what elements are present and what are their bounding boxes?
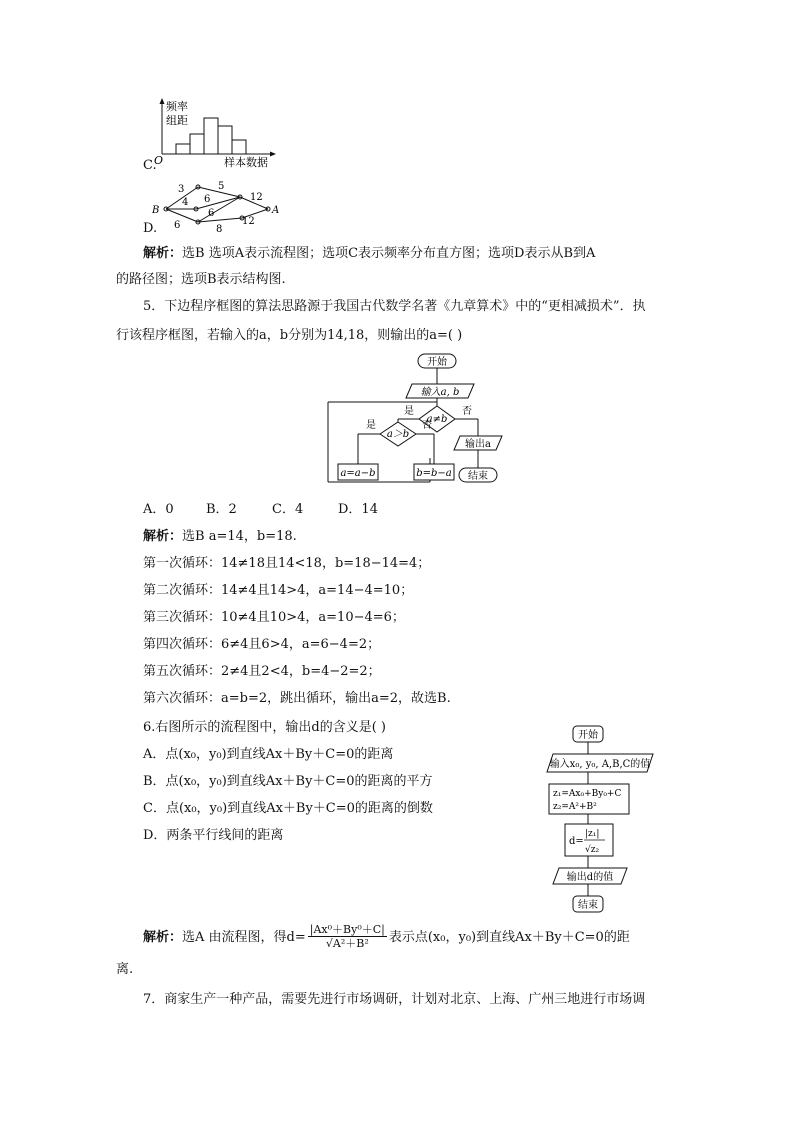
q6-d-numerator: |z₁|	[585, 829, 600, 839]
option-c-label: C.	[143, 158, 157, 173]
graph-node-a: A	[272, 205, 280, 216]
fraction-numerator: |Ax⁰＋By⁰＋C|	[309, 923, 385, 936]
q6-solution-post: 表示点(x₀，y₀)到直线Ax＋By＋C=0的距	[388, 929, 630, 945]
graph-edge-label: 6	[208, 208, 215, 219]
q5-assign-a-node: a=a−b	[340, 468, 376, 479]
q4-solution-line2: 的路径图；选项B表示结构图.	[116, 272, 286, 287]
graph-edge-label: 6	[174, 220, 181, 231]
histogram-ylabel-bottom: 组距	[166, 114, 188, 127]
q4-solution-line1	[143, 245, 595, 263]
q5-assign-b-node: b=b−a	[416, 468, 452, 479]
graph-edge-label: 3	[178, 184, 185, 195]
graph-edge-label: 12	[250, 192, 263, 203]
q5-yes-label: 是	[366, 420, 376, 431]
q5-output-node: 输出a	[465, 439, 491, 450]
q6-option-a: A．点(x₀，y₀)到直线Ax＋By＋C=0的距离	[143, 747, 394, 762]
q5-option-d: D．14	[338, 502, 378, 517]
histogram-xlabel: 样本数据	[224, 156, 268, 169]
q5-solution-step: 第二次循环：14≠4且14>4，a=14−4=10；	[143, 583, 414, 598]
q6-d-left: d=	[569, 836, 584, 847]
q6-solution-fraction	[308, 923, 387, 950]
q6-option-d: D．两条平行线间的距离	[143, 828, 284, 843]
q6-stem: 6.右图所示的流程图中，输出d的含义是( )	[143, 720, 387, 735]
graph-edge-label: 6	[204, 194, 211, 205]
q4-solution-text: 选B 选项A表示流程图；选项C表示频率分布直方图；选项D表示从B到A	[182, 246, 596, 261]
graph-edge-label: 12	[242, 216, 255, 227]
q5-stem-line2: 行该程序框图，若输入的a，b分别为14,18，则输出的a=( )	[116, 328, 463, 343]
path-graph-figure	[150, 178, 290, 238]
graph-edge-label: 5	[218, 181, 225, 192]
q5-cond2-node: a＞b	[386, 429, 410, 440]
q6-solution-line2: 离.	[116, 962, 134, 977]
q5-solution-step: 第三次循环：10≠4且10>4，a=10−4=6；	[143, 610, 405, 625]
q5-flowchart	[320, 350, 520, 490]
q6-option-b: B．点(x₀，y₀)到直线Ax＋By＋C=0的距离的平方	[143, 774, 433, 789]
graph-node-b: B	[152, 205, 160, 216]
q5-solution-line0	[143, 528, 297, 546]
q5-no-label: 否	[462, 406, 472, 417]
q6-solution-line1	[143, 924, 630, 951]
q6-output-node: 输出d的值	[566, 872, 614, 883]
q6-solution-pre: 选A 由流程图，得d=	[182, 929, 306, 945]
q5-solution-text: 选B a=14，b=18.	[182, 529, 297, 544]
q5-input-node: 输入a, b	[420, 387, 460, 398]
option-d-label: D.	[143, 221, 158, 236]
q6-start-node: 开始	[578, 730, 598, 741]
q5-solution-step: 第五次循环：2≠4且2<4，b=4−2=2；	[143, 664, 381, 679]
graph-edge-label: 8	[216, 224, 223, 235]
q5-solution-step: 第四次循环：6≠4且6>4，a=6−4=2；	[143, 637, 381, 652]
fraction-denominator: √A²＋B²	[325, 937, 369, 950]
q5-start-node: 开始	[427, 357, 447, 368]
q5-end-node: 结束	[468, 471, 488, 482]
histogram-origin: O	[154, 154, 164, 167]
solution-lead: 解析：	[143, 529, 183, 544]
solution-lead: 解析：	[143, 246, 183, 261]
q7-stem: 7．商家生产一种产品，需要先进行市场调研，计划对北京、上海、广州三地进行市场调	[143, 992, 646, 1007]
graph-edge-label: 4	[182, 197, 189, 208]
q5-solution-step: 第六次循环：a=b=2，跳出循环，输出a=2，故选B.	[143, 691, 451, 706]
histogram-figure	[140, 96, 320, 176]
q5-stem-line1: 5．下边程序框图的算法思路源于我国古代数学名著《九章算术》中的“更相减损术”．执	[143, 299, 646, 314]
q6-flowchart	[545, 722, 655, 916]
q6-input-node: 输入x₀, y₀, A,B,C的值	[549, 759, 651, 770]
q5-option-b: B．2	[206, 502, 237, 517]
q6-option-c: C．点(x₀，y₀)到直线Ax＋By＋C=0的距离的倒数	[143, 801, 433, 816]
q5-solution-step: 第一次循环：14≠18且14<18，b=18−14=4；	[143, 556, 431, 571]
q6-end-node: 结束	[578, 900, 598, 911]
q5-yes-label: 是	[404, 406, 414, 417]
q6-z2-node: z₂=A²+B²	[553, 802, 597, 812]
option-c-figure	[140, 96, 320, 176]
q5-option-a: A．0	[143, 502, 174, 517]
q5-no-label: 否	[422, 420, 432, 431]
q6-z1-node: z₁=Ax₀+By₀+C	[553, 789, 622, 799]
q5-option-c: C．4	[272, 502, 304, 517]
solution-lead: 解析：	[143, 929, 183, 945]
q5-flowchart-svg	[320, 350, 520, 490]
q6-flowchart-svg	[545, 722, 655, 916]
histogram-ylabel-top: 频率	[166, 100, 188, 113]
q5-cond1-node: a≠b	[426, 414, 448, 425]
q6-d-denominator: √z₂	[585, 845, 600, 855]
option-d-figure	[150, 178, 290, 238]
